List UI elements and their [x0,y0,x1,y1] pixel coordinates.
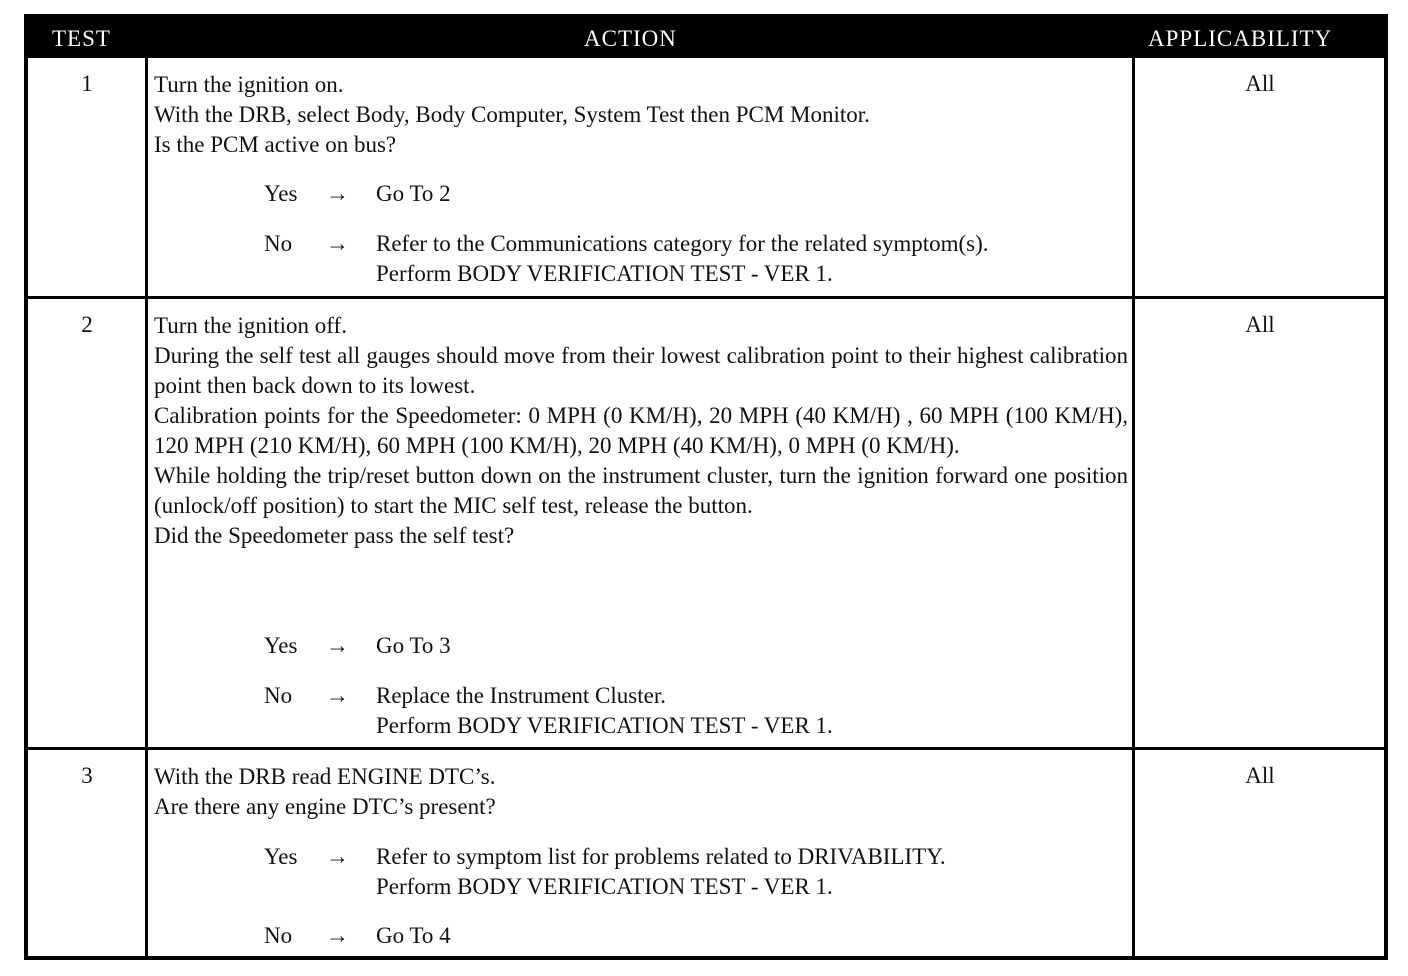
no-result: Perform BODY VERIFICATION TEST - VER 1. [376,713,833,738]
header-action: ACTION [584,26,677,51]
yes-label: Yes [264,633,298,658]
action-text [154,762,1128,822]
yes-result: Perform BODY VERIFICATION TEST - VER 1. [376,874,833,899]
action-line: Turn the ignition off. [154,313,347,338]
action-line: Did the Speedometer pass the self test? [154,523,515,548]
arrow-icon: → [326,683,349,708]
arrow-icon: → [326,923,349,948]
test-number: 1 [81,71,93,96]
action-line: With the DRB read ENGINE DTC’s. [154,764,496,789]
action-line: With the DRB, select Body, Body Computer, System Test then PCM Monitor. [154,102,870,127]
applicability-value: All [1245,763,1275,788]
header-test: TEST [52,26,111,51]
arrow-icon: → [326,633,349,658]
table-header [28,18,1384,58]
row-divider [28,296,1384,299]
no-result: Perform BODY VERIFICATION TEST - VER 1. [376,261,833,286]
test-number: 3 [81,763,93,788]
action-line: While holding the trip/reset button down on the instrument cluster, turn the ignition forward one position (unlock/off position) to start the MIC self test, release the button. [154,463,1128,518]
column-divider [1132,58,1135,956]
applicability-value: All [1245,71,1275,96]
arrow-icon: → [326,231,349,256]
yes-label: Yes [264,181,298,206]
test-number: 2 [81,312,93,337]
action-text [154,311,1128,551]
row-divider [28,747,1384,750]
action-line: Are there any engine DTC’s present? [154,794,496,819]
yes-result: Go To 3 [376,633,451,658]
arrow-icon: → [326,181,349,206]
yes-label: Yes [264,844,298,869]
applicability-value: All [1245,312,1275,337]
no-result: Go To 4 [376,923,451,948]
action-line: Calibration points for the Speedometer: 0 MPH (0 KM/H), 20 MPH (40 KM/H) , 60 MPH (100 KM/H), 120 MPH (210 KM/H), 60 MPH (100 KM/H), 20 MPH (40 KM/H), 0 MPH (0 KM/H). [154,403,1128,458]
no-label: No [264,683,293,708]
arrow-icon: → [326,844,349,869]
no-label: No [264,923,293,948]
yes-result: Refer to symptom list for problems related to DRIVABILITY. [376,844,946,869]
action-line: Turn the ignition on. [154,72,344,97]
yes-result: Go To 2 [376,181,451,206]
action-text [154,70,1128,160]
column-divider [145,58,148,956]
action-line: Is the PCM active on bus? [154,132,397,157]
test-table [24,14,1388,960]
no-result: Refer to the Communications category for the related symptom(s). [376,231,989,256]
no-label: No [264,231,293,256]
header-applicability: APPLICABILITY [1148,26,1333,51]
action-line: During the self test all gauges should move from their lowest calibration point to their highest calibration point then back down to its lowest. [154,343,1128,398]
no-result: Replace the Instrument Cluster. [376,683,666,708]
